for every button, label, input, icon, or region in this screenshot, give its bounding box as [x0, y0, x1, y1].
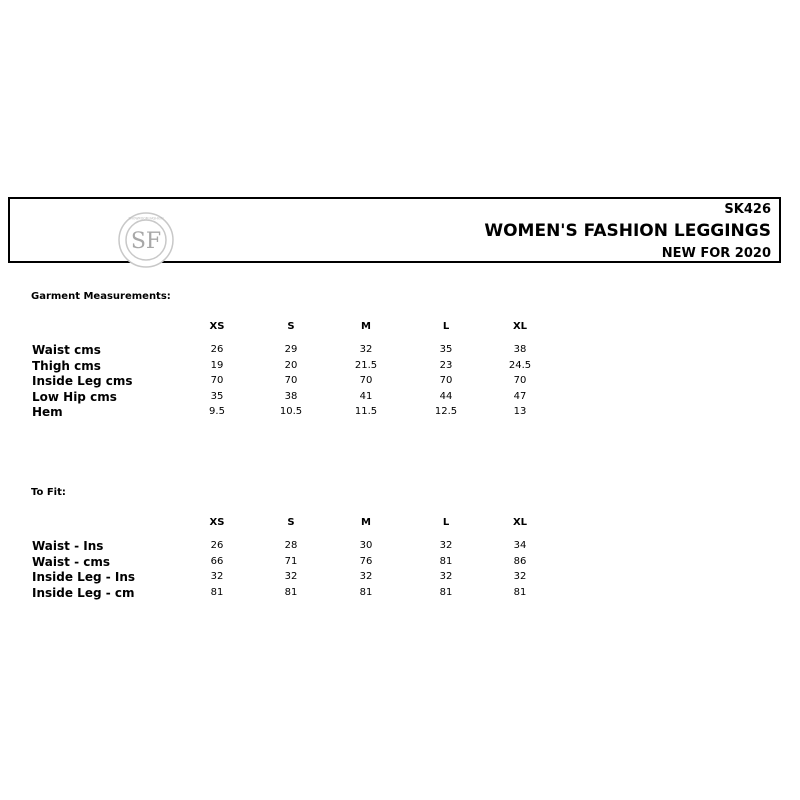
size-header-xl: XL	[512, 517, 528, 528]
table-cell: 32	[359, 344, 373, 355]
table-cell: 32	[284, 571, 298, 582]
table-cell: 29	[284, 344, 298, 355]
table-cell: 71	[284, 555, 298, 567]
table-cell: 76	[359, 555, 373, 567]
table-cell: 21.5	[354, 359, 378, 371]
table-cell: 86	[513, 555, 527, 567]
table-cell: 19	[210, 359, 224, 371]
table-cell: 13	[513, 406, 527, 417]
table-cell: 81	[439, 586, 453, 598]
size-header-s: S	[287, 321, 295, 332]
table-cell: 9.5	[209, 406, 225, 417]
table-cell: 70	[513, 375, 527, 386]
size-header-m: M	[361, 517, 371, 528]
table-cell: 41	[359, 390, 373, 402]
table-cell: 70	[359, 375, 373, 386]
row-label: Waist - cms	[32, 554, 110, 569]
row-label: Waist - Ins	[32, 539, 104, 553]
table-cell: 32	[439, 540, 453, 551]
table-cell: 35	[210, 390, 224, 402]
table-cell: 35	[439, 344, 453, 355]
table-cell: 66	[210, 555, 224, 567]
size-header-xs: XS	[209, 321, 225, 332]
table-cell: 81	[439, 555, 453, 567]
logo-text: SF	[130, 229, 162, 254]
table-cell: 44	[439, 390, 453, 402]
size-header-m: M	[361, 321, 371, 332]
table-cell: 26	[210, 344, 224, 355]
table-cell: 26	[210, 540, 224, 551]
table-cell: 38	[284, 390, 298, 402]
row-label: Low Hip cms	[32, 389, 117, 404]
table-cell: 32	[439, 571, 453, 582]
table-cell: 20	[284, 359, 298, 371]
row-label: Inside Leg - Ins	[32, 570, 136, 584]
table-cell: 12.5	[434, 406, 458, 417]
table-cell: 81	[210, 586, 224, 598]
table-cell: 30	[359, 540, 373, 551]
table-cell: 23	[439, 359, 453, 371]
product-subtitle: NEW FOR 2020	[661, 246, 771, 261]
size-header-s: S	[287, 517, 295, 528]
garment-measurements-label: Garment Measurements:	[31, 291, 171, 302]
table-cell: 38	[513, 344, 527, 355]
row-label: Thigh cms	[32, 358, 101, 373]
size-header-xs: XS	[209, 517, 225, 528]
row-label: Hem	[32, 405, 63, 419]
table-cell: 32	[359, 571, 373, 582]
table-cell: 81	[513, 586, 527, 598]
table-cell: 11.5	[354, 406, 378, 417]
table-cell: 47	[513, 390, 527, 402]
size-header-xl: XL	[512, 321, 528, 332]
size-header-l: L	[442, 321, 450, 332]
table-cell: 24.5	[508, 359, 532, 371]
table-cell: 10.5	[279, 406, 303, 417]
row-label: Inside Leg cms	[32, 374, 133, 388]
to-fit-label: To Fit:	[31, 487, 66, 498]
table-cell: 70	[210, 375, 224, 386]
row-label: Waist cms	[32, 343, 101, 357]
table-cell: 81	[284, 586, 298, 598]
product-code: SK426	[724, 202, 771, 217]
header-box	[8, 197, 781, 263]
table-cell: 32	[210, 571, 224, 582]
row-label: Inside Leg - cm	[32, 585, 135, 600]
table-cell: 70	[439, 375, 453, 386]
logo-ring-text: SHOWROOM FASHION	[128, 216, 164, 221]
brand-logo	[118, 212, 174, 268]
product-title: WOMEN'S FASHION LEGGINGS	[484, 221, 771, 241]
table-cell: 81	[359, 586, 373, 598]
table-cell: 28	[284, 540, 298, 551]
table-cell: 32	[513, 571, 527, 582]
table-cell: 70	[284, 375, 298, 386]
size-header-l: L	[442, 517, 450, 528]
table-cell: 34	[513, 540, 527, 551]
